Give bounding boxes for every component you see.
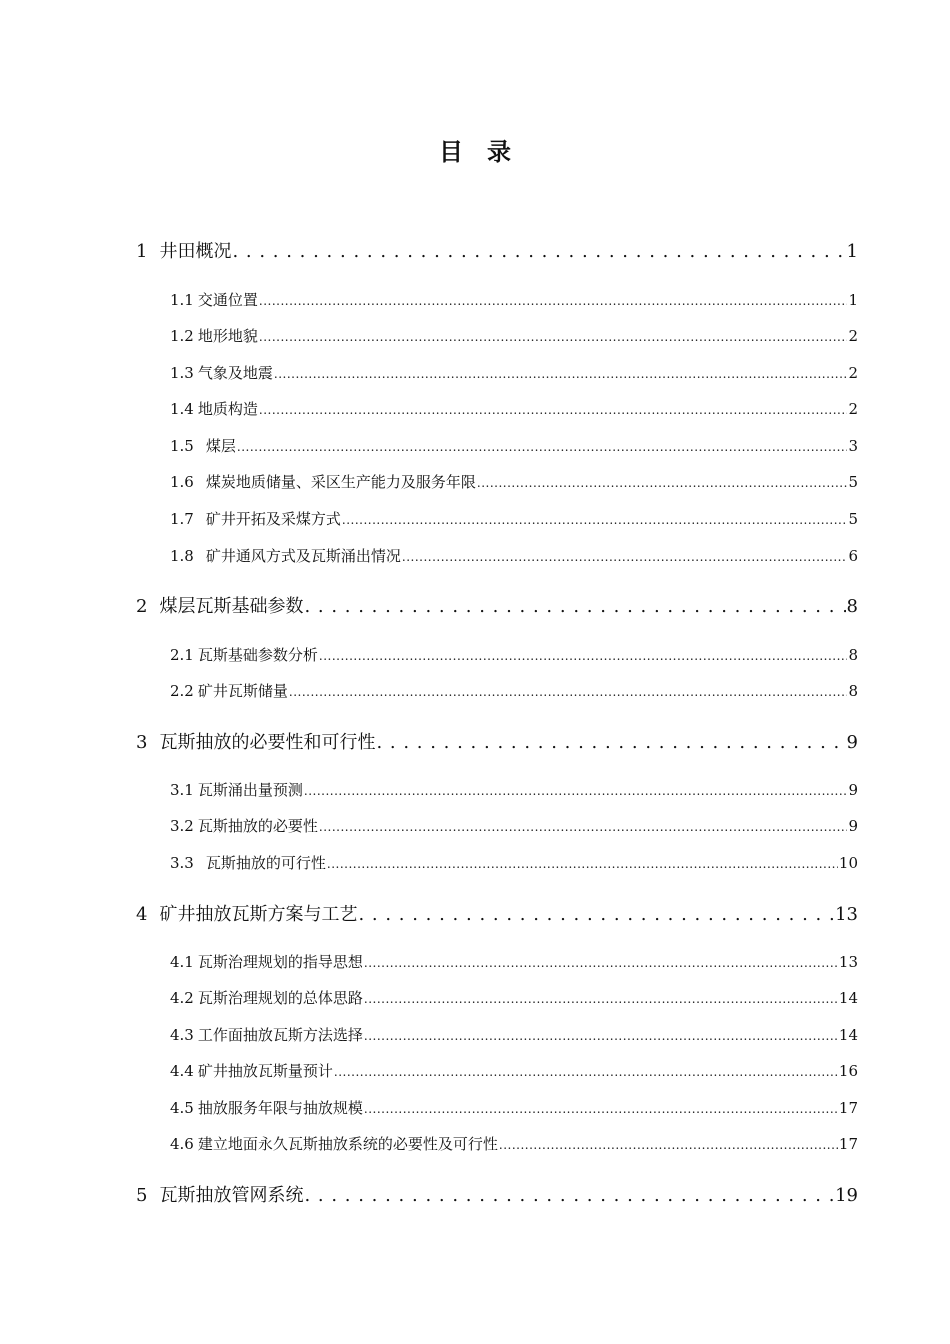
toc-entry-page: 17 <box>838 1099 858 1117</box>
toc-dot-leader <box>259 291 848 309</box>
toc-dot-leader <box>232 241 845 262</box>
toc-entry-section[interactable] <box>170 1133 858 1155</box>
toc-entry-label: 矿井抽放瓦斯方案与工艺 <box>159 904 358 925</box>
toc-entry-number: 4.2 <box>170 989 194 1007</box>
toc-dot-leader <box>402 547 848 565</box>
toc-entry-section[interactable] <box>170 289 858 311</box>
toc-entry-label: 井田概况 <box>159 241 232 262</box>
toc-entry-number: 3.3 <box>170 854 194 872</box>
toc-dot-leader <box>304 781 848 799</box>
toc-entry-label: 煤层 <box>205 437 236 455</box>
toc-entry-section[interactable] <box>170 852 858 874</box>
toc-entry-number: 5 <box>136 1185 148 1206</box>
toc-entry-number: 4 <box>136 904 148 925</box>
toc-entry-page: 9 <box>848 817 858 835</box>
toc-entry-page: 5 <box>848 510 858 528</box>
toc-entry-chapter[interactable] <box>136 237 858 263</box>
toc-entry-page: 16 <box>838 1062 858 1080</box>
toc-entry-page: 6 <box>848 547 858 565</box>
toc-entry-page: 17 <box>838 1135 858 1153</box>
toc-entry-label: 煤炭地质储量、采区生产能力及服务年限 <box>205 473 476 491</box>
toc-entry-section[interactable] <box>170 545 858 567</box>
toc-dot-leader <box>334 1062 838 1080</box>
toc-entry-section[interactable] <box>170 815 858 837</box>
toc-entry-label: 瓦斯抽放管网系统 <box>159 1185 304 1206</box>
toc-entry-chapter[interactable] <box>136 900 858 926</box>
toc-entry-section[interactable] <box>170 644 858 666</box>
toc-entry-number: 1.5 <box>170 437 194 455</box>
toc-entry-section[interactable] <box>170 471 858 493</box>
toc-entry-number: 3.1 <box>170 781 194 799</box>
toc-entry-page: 1 <box>848 291 858 309</box>
toc-dot-leader <box>342 510 848 528</box>
toc-entry-chapter[interactable] <box>136 592 858 618</box>
toc-dot-leader <box>499 1135 838 1153</box>
toc-dot-leader <box>274 364 848 382</box>
toc-entry-page: 2 <box>848 364 858 382</box>
toc-dot-leader <box>259 400 848 418</box>
toc-entry-number: 2.2 <box>170 682 194 700</box>
toc-entry-page: 19 <box>835 1185 858 1206</box>
toc-entry-section[interactable] <box>170 362 858 384</box>
toc-entry-page: 3 <box>848 437 858 455</box>
toc-dot-leader <box>289 682 848 700</box>
toc-dot-leader <box>364 989 838 1007</box>
toc-dot-leader <box>364 1026 838 1044</box>
toc-entry-chapter[interactable] <box>136 1181 858 1207</box>
toc-dot-leader <box>304 1185 834 1206</box>
toc-dot-leader <box>259 327 848 345</box>
toc-title-char: 录 <box>487 138 511 166</box>
toc-entry-number: 3.2 <box>170 817 194 835</box>
toc-entry-page: 8 <box>848 646 858 664</box>
toc-entry-section[interactable] <box>170 680 858 702</box>
toc-entry-label: 交通位置 <box>197 291 258 309</box>
toc-entry-section[interactable] <box>170 1097 858 1119</box>
toc-entry-number: 1.6 <box>170 473 194 491</box>
toc-dot-leader <box>358 904 834 925</box>
toc-entry-number: 1.3 <box>170 364 194 382</box>
toc-dot-leader <box>319 646 848 664</box>
toc-entry-label: 煤层瓦斯基础参数 <box>159 596 304 617</box>
toc-entry-number: 4.3 <box>170 1026 194 1044</box>
toc-entry-label: 瓦斯治理规划的指导思想 <box>197 953 363 971</box>
toc-entry-page: 5 <box>848 473 858 491</box>
toc-entry-label: 地质构造 <box>197 400 258 418</box>
toc-entry-section[interactable] <box>170 398 858 420</box>
toc-entry-label: 瓦斯抽放的必要性和可行性 <box>159 732 376 753</box>
toc-dot-leader <box>364 953 838 971</box>
toc-entry-section[interactable] <box>170 987 858 1009</box>
toc-entry-section[interactable] <box>170 508 858 530</box>
toc-entry-label: 瓦斯治理规划的总体思路 <box>197 989 363 1007</box>
toc-dot-leader <box>477 473 848 491</box>
toc-dot-leader <box>364 1099 838 1117</box>
toc-entry-page: 13 <box>835 904 858 925</box>
toc-entry-label: 工作面抽放瓦斯方法选择 <box>197 1026 363 1044</box>
toc-entry-number: 1.8 <box>170 547 194 565</box>
toc-entry-page: 9 <box>848 781 858 799</box>
toc-entry-label: 建立地面永久瓦斯抽放系统的必要性及可行性 <box>197 1135 498 1153</box>
toc-entry-number: 4.6 <box>170 1135 194 1153</box>
toc-entry-label: 地形地貌 <box>197 327 258 345</box>
toc-entry-label: 瓦斯抽放的必要性 <box>197 817 318 835</box>
toc-entry-label: 矿井抽放瓦斯量预计 <box>197 1062 333 1080</box>
toc-entry-page: 8 <box>848 682 858 700</box>
toc-entry-section[interactable] <box>170 435 858 457</box>
toc-entry-number: 1.2 <box>170 327 194 345</box>
toc-entry-label: 瓦斯涌出量预测 <box>197 781 303 799</box>
toc-entry-section[interactable] <box>170 779 858 801</box>
toc-entry-page: 2 <box>848 327 858 345</box>
toc-entry-label: 矿井开拓及采煤方式 <box>205 510 341 528</box>
toc-entry-page: 14 <box>838 989 858 1007</box>
toc-entry-label: 抽放服务年限与抽放规模 <box>197 1099 363 1117</box>
toc-entry-section[interactable] <box>170 1060 858 1082</box>
toc-entry-page: 9 <box>846 732 858 753</box>
toc-title-char: 目 <box>439 138 463 166</box>
toc-entry-section[interactable] <box>170 1024 858 1046</box>
toc-entry-label: 瓦斯基础参数分析 <box>197 646 318 664</box>
toc-entry-page: 13 <box>838 953 858 971</box>
toc-entry-number: 4.4 <box>170 1062 194 1080</box>
toc-entry-number: 1.1 <box>170 291 194 309</box>
toc-entry-page: 2 <box>848 400 858 418</box>
toc-entry-number: 4.5 <box>170 1099 194 1117</box>
toc-entry-label: 瓦斯抽放的可行性 <box>205 854 326 872</box>
toc-entry-number: 4.1 <box>170 953 194 971</box>
toc-entry-label: 矿井瓦斯储量 <box>197 682 288 700</box>
toc-entry-number: 1 <box>136 241 148 262</box>
toc-entry-number: 2 <box>136 596 148 617</box>
toc-entry-chapter[interactable] <box>136 728 858 754</box>
toc-dot-leader <box>237 437 848 455</box>
toc-dot-leader <box>327 854 838 872</box>
toc-entry-number: 2.1 <box>170 646 194 664</box>
toc-entry-page: 14 <box>838 1026 858 1044</box>
toc-entry-page: 8 <box>846 596 858 617</box>
toc-dot-leader <box>376 732 845 753</box>
toc-entry-section[interactable] <box>170 325 858 347</box>
toc-entry-number: 1.4 <box>170 400 194 418</box>
toc-dot-leader <box>304 596 845 617</box>
toc-entry-section[interactable] <box>170 951 858 973</box>
toc-entry-label: 气象及地震 <box>197 364 273 382</box>
toc-entry-number: 1.7 <box>170 510 194 528</box>
toc-entry-page: 10 <box>838 854 858 872</box>
toc-entry-number: 3 <box>136 732 148 753</box>
toc-dot-leader <box>319 817 848 835</box>
toc-entry-page: 1 <box>846 241 858 262</box>
toc-entry-label: 矿井通风方式及瓦斯涌出情况 <box>205 547 401 565</box>
